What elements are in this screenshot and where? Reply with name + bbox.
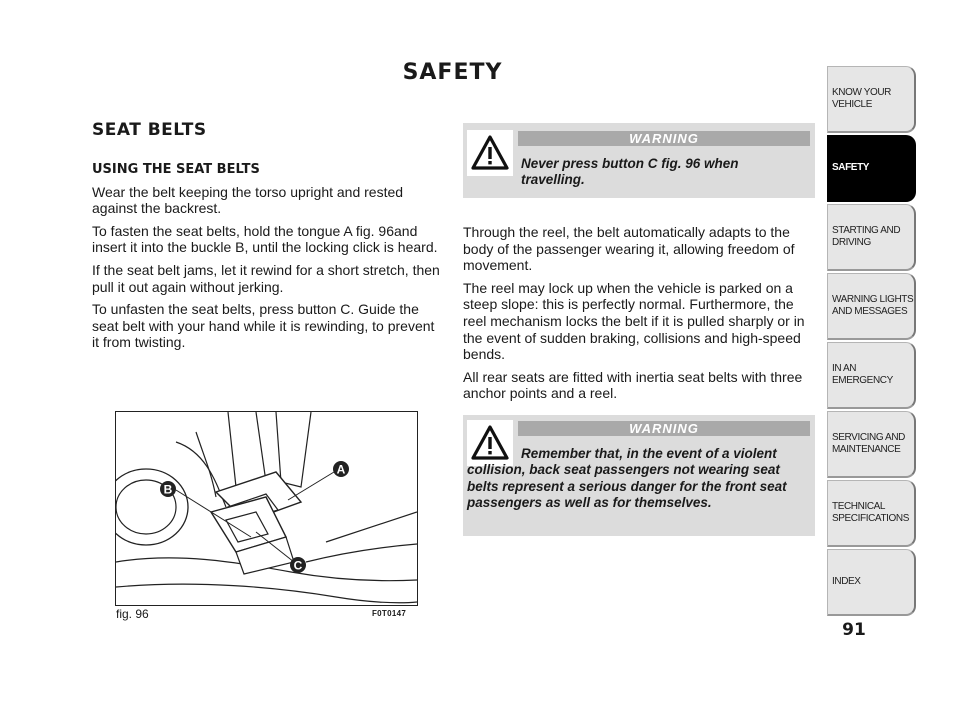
tab-label: IN AN EMERGENCY xyxy=(832,363,893,386)
page-number: 91 xyxy=(842,620,866,640)
tab-servicing[interactable] xyxy=(827,411,916,478)
tab-label: TECHNICAL SPECIFICATIONS xyxy=(832,501,910,524)
left-column xyxy=(92,162,440,357)
paragraph: Wear the belt keeping the torso upright and rested against the backrest. xyxy=(92,183,404,217)
tab-index[interactable] xyxy=(827,549,916,616)
paragraph: If the seat belt jams, let it rewind for a short stretch, then pull it out again without jerking. xyxy=(92,261,440,295)
tab-in-an-emergency[interactable] xyxy=(827,342,916,409)
tab-label: INDEX xyxy=(832,576,861,587)
tab-label: KNOW YOUR VEHICLE xyxy=(832,87,891,110)
warning-triangle-icon xyxy=(467,130,513,181)
tab-label: SAFETY xyxy=(832,162,870,173)
label-a: A xyxy=(336,462,346,477)
paragraph: The reel may lock up when the vehicle is parked on a steep slope: this is perfectly normal. Furthermore, the reel mechanism locks the belt if it is pulled sharply or in the event of sudden braking, collisions and high-speed bends. xyxy=(463,279,805,363)
tab-label: STARTING AND DRIVING xyxy=(832,225,901,248)
paragraph: To unfasten the seat belts, press button C. Guide the seat belt with your hand while it is rewinding, to prevent it from twisting. xyxy=(92,301,435,351)
tab-safety[interactable] xyxy=(827,135,916,202)
tab-starting-and-driving[interactable] xyxy=(827,204,916,271)
label-c: C xyxy=(293,558,303,573)
tab-know-your-vehicle[interactable] xyxy=(827,66,916,133)
seat-belt-illustration xyxy=(115,411,418,606)
warning-text: Never press button C fig. 96 when travelling. xyxy=(521,156,739,188)
tab-technical-specifications[interactable] xyxy=(827,480,916,547)
page-title: SAFETY xyxy=(402,60,503,85)
warning-label: WARNING xyxy=(518,131,810,146)
label-b: B xyxy=(163,482,173,497)
tab-warning-lights[interactable] xyxy=(827,273,916,340)
figure-caption: fig. 96 xyxy=(116,607,149,621)
paragraph: All rear seats are fitted with inertia seat belts with three anchor points and a reel. xyxy=(463,368,803,402)
figure-code: F0T0147 xyxy=(372,609,407,618)
subheading: USING THE SEAT BELTS xyxy=(92,162,260,177)
tab-label: SERVICING AND MAINTENANCE xyxy=(832,432,905,455)
right-column xyxy=(463,224,815,408)
paragraph: To fasten the seat belts, hold the tongue A fig. 96and insert it into the buckle B, until the locking click is heard. xyxy=(92,222,438,256)
warning-label: WARNING xyxy=(518,421,810,436)
warning-text: Remember that, in the event of a violent collision, back seat passengers not wearing seat belts represent a serious danger for the front seat passengers as well as for themselves. xyxy=(467,446,787,511)
paragraph: Through the reel, the belt automatically adapts to the body of the passenger wearing it, allowing freedom of movement. xyxy=(463,224,795,274)
section-title: SEAT BELTS xyxy=(92,120,207,140)
tab-label: WARNING LIGHTS AND MESSAGES xyxy=(832,294,914,317)
